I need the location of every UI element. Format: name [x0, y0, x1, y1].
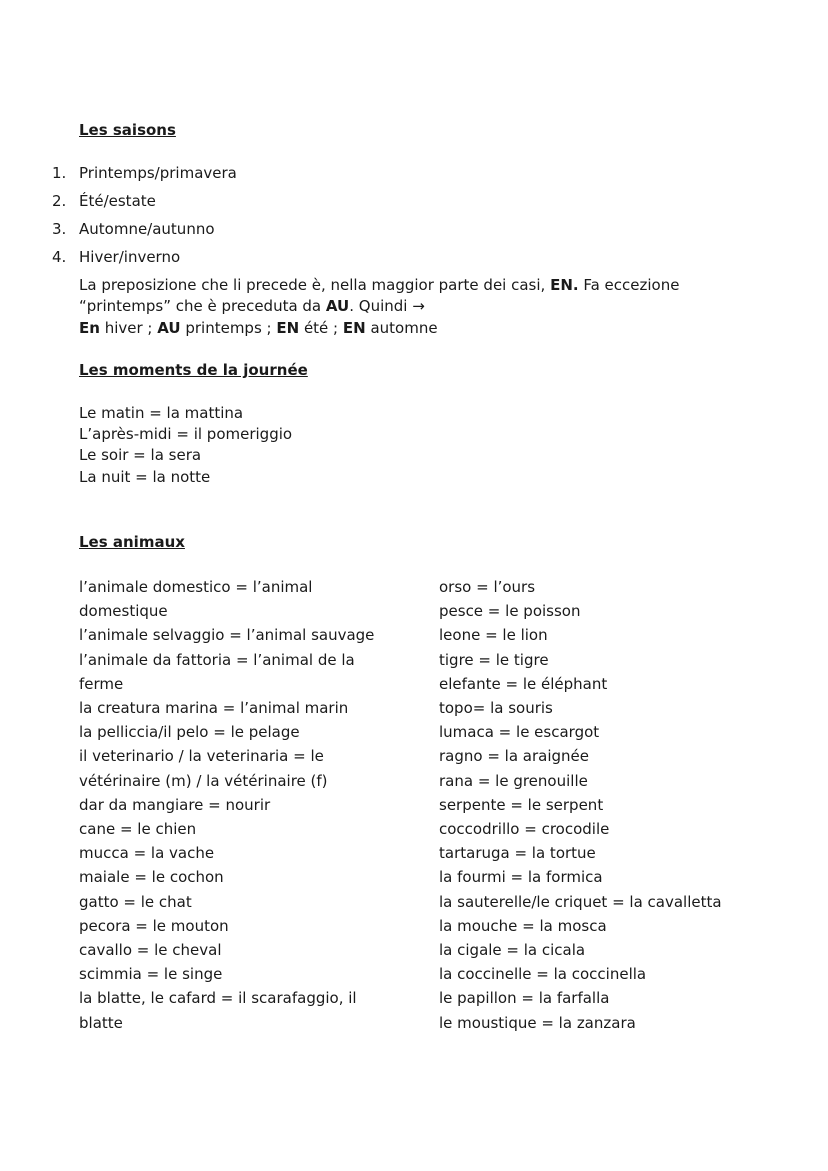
vocab-line: dar da mangiare = nourir	[79, 796, 271, 814]
vocab-line: topo= la souris	[439, 699, 553, 717]
vocab-line: le papillon = la farfalla	[439, 989, 610, 1007]
saisons-note-line2: “printemps” che è preceduta da AU. Quindi →	[79, 297, 425, 315]
vocab-line: ferme	[79, 675, 124, 693]
vocab-line: la sauterelle/le criquet = la cavalletta	[439, 893, 722, 911]
vocab-line: la cigale = la cicala	[439, 941, 586, 959]
vocab-line: rana = le grenouille	[439, 772, 588, 790]
moments-heading: Les moments de la journée	[79, 361, 308, 379]
animaux-heading: Les animaux	[79, 533, 185, 551]
vocab-line: le moustique = la zanzara	[439, 1014, 636, 1032]
vocab-line: la coccinelle = la coccinella	[439, 965, 647, 983]
vocab-line: la blatte, le cafard = il scarafaggio, il	[79, 989, 357, 1007]
saisons-note-line3: En hiver ; AU printemps ; EN été ; EN automne	[79, 319, 438, 337]
vocab-line: pesce = le poisson	[439, 602, 581, 620]
vocab-line: orso = l’ours	[439, 578, 536, 596]
vocab-line: cane = le chien	[79, 820, 197, 838]
vocab-line: ragno = la araignée	[439, 747, 589, 765]
vocab-line: l’animale selvaggio = l’animal sauvage	[79, 626, 375, 644]
vocab-line: la fourmi = la formica	[439, 868, 603, 886]
saisons-note-line1: La preposizione che li precede è, nella maggior parte dei casi, EN. Fa eccezione	[79, 276, 680, 294]
vocab-line: serpente = le serpent	[439, 796, 604, 814]
vocab-line: domestique	[79, 602, 168, 620]
vocab-line: cavallo = le cheval	[79, 941, 222, 959]
moments-line: La nuit = la notte	[79, 468, 211, 486]
moments-line: L’après-midi = il pomeriggio	[79, 425, 293, 443]
vocab-line: gatto = le chat	[79, 893, 192, 911]
vocab-line: la creatura marina = l’animal marin	[79, 699, 349, 717]
vocab-line: coccodrillo = crocodile	[439, 820, 610, 838]
vocab-line: mucca = la vache	[79, 844, 215, 862]
vocab-line: il veterinario / la veterinaria = le	[79, 747, 324, 765]
vocab-line: tigre = le tigre	[439, 651, 549, 669]
vocab-line: maiale = le cochon	[79, 868, 224, 886]
vocab-line: leone = le lion	[439, 626, 548, 644]
moments-line: Le soir = la sera	[79, 446, 202, 464]
vocab-line: blatte	[79, 1014, 123, 1032]
moments-line: Le matin = la mattina	[79, 404, 244, 422]
saisons-heading: Les saisons	[79, 121, 176, 139]
vocab-line: l’animale da fattoria = l’animal de la	[79, 651, 355, 669]
vocab-line: pecora = le mouton	[79, 917, 229, 935]
vocab-line: l’animale domestico = l’animal	[79, 578, 313, 596]
vocab-line: lumaca = le escargot	[439, 723, 600, 741]
vocab-line: la pelliccia/il pelo = le pelage	[79, 723, 300, 741]
vocab-line: scimmia = le singe	[79, 965, 223, 983]
vocab-line: tartaruga = la tortue	[439, 844, 596, 862]
vocab-line: la mouche = la mosca	[439, 917, 607, 935]
vocab-line: elefante = le éléphant	[439, 675, 608, 693]
vocab-line: vétérinaire (m) / la vétérinaire (f)	[79, 772, 328, 790]
